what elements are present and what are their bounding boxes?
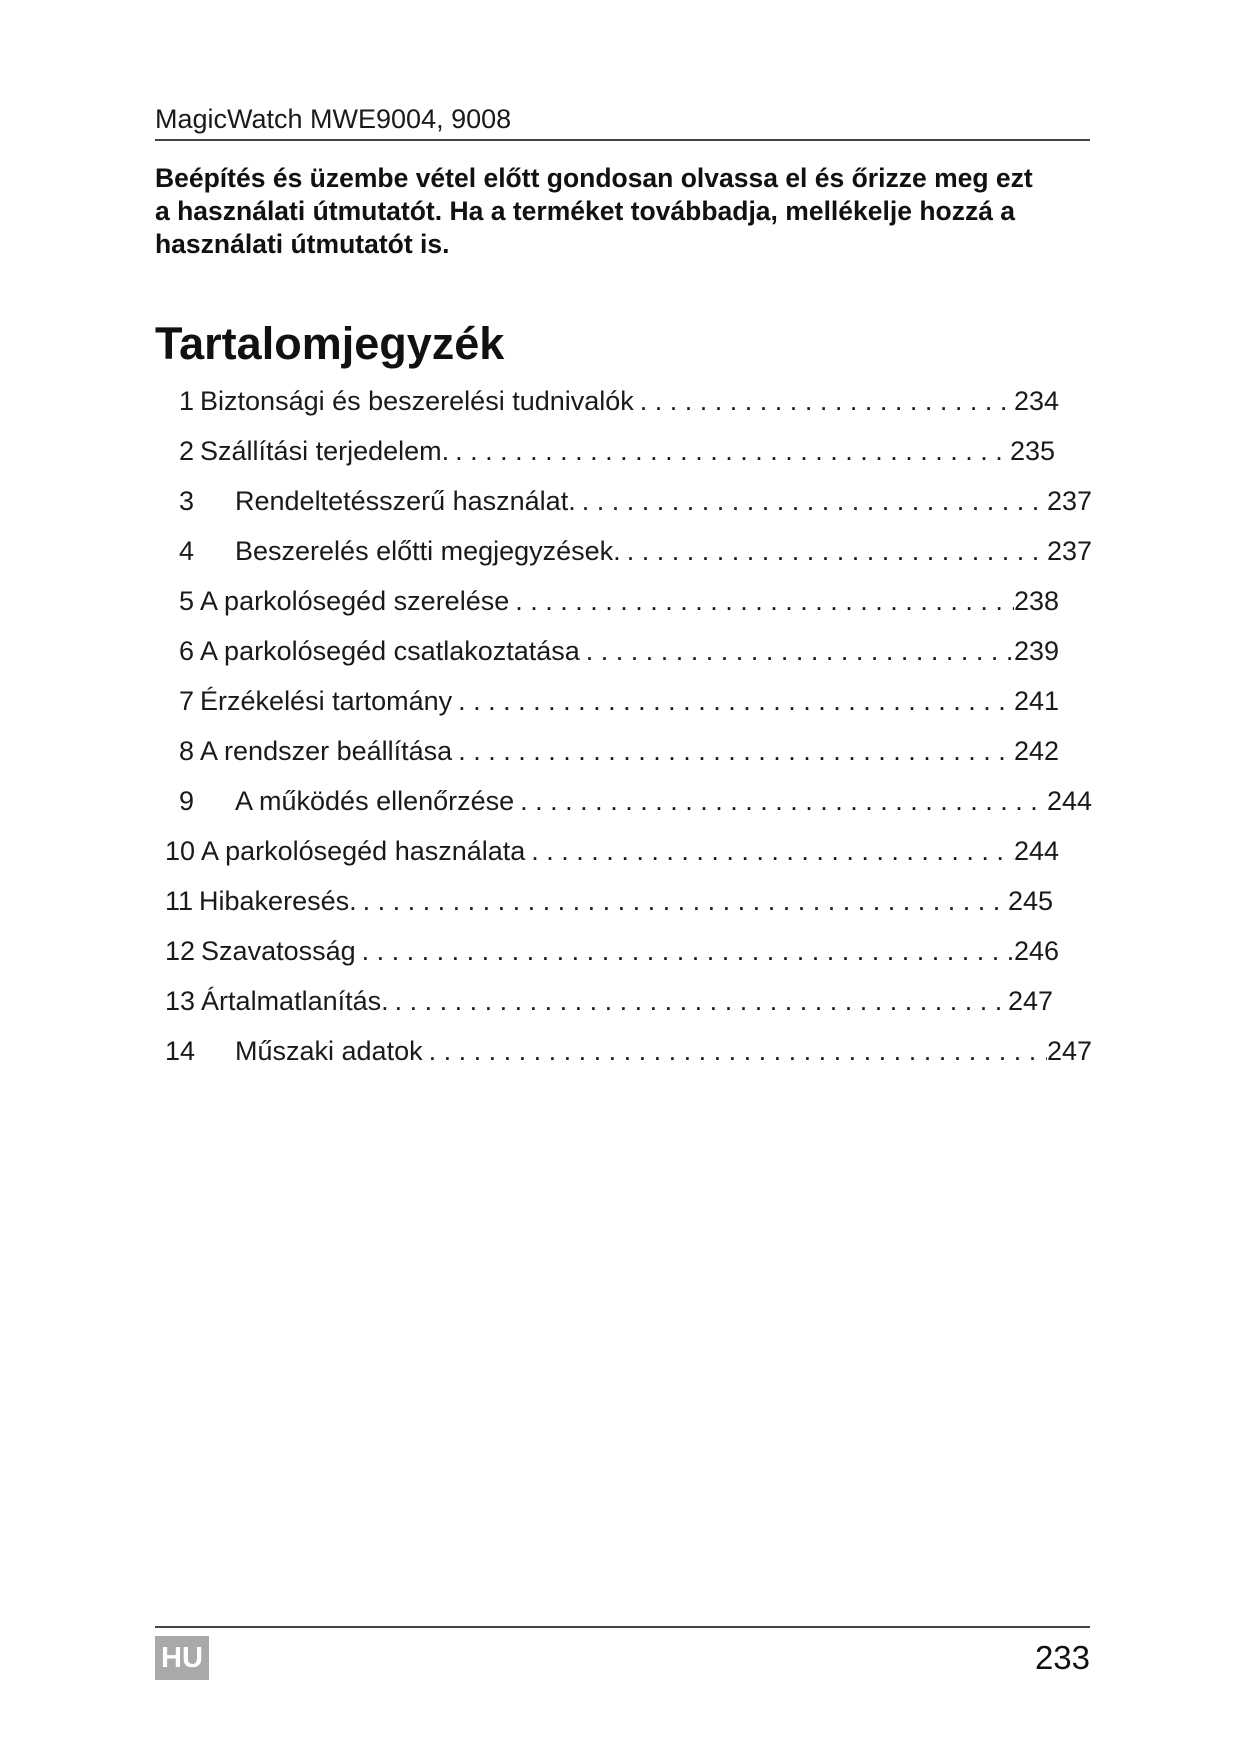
toc-entry-label: A parkolósegéd szerelése xyxy=(200,586,510,616)
toc-entry-number: 6 xyxy=(179,636,195,666)
toc-entry-label: Rendeltetésszerű használat. xyxy=(235,486,576,516)
toc-entry-label: Hibakeresés. xyxy=(199,886,357,916)
toc-entry-page: 242 xyxy=(1013,736,1059,766)
toc-entry-page: 244 xyxy=(1046,786,1092,816)
toc-entry-number: 3 xyxy=(179,486,195,516)
toc-entry-label: A parkolósegéd használata xyxy=(201,836,526,866)
toc-entry-label: Biztonsági és beszerelési tudnivalók xyxy=(200,386,634,416)
toc-entry-number: 5 xyxy=(179,586,195,616)
toc-dot-leader xyxy=(389,984,1008,1018)
toc-entry[interactable] xyxy=(179,434,1055,468)
toc-entry-page: 234 xyxy=(1013,386,1059,416)
toc-dot-leader xyxy=(580,634,1014,668)
toc-dot-leader xyxy=(621,534,1047,568)
toc-dot-leader xyxy=(525,834,1014,868)
toc-entry-page: 246 xyxy=(1013,936,1059,966)
toc-title: Tartalomjegyzék xyxy=(155,318,505,369)
toc-entry[interactable] xyxy=(165,884,1053,918)
toc-entry-label: Műszaki adatok xyxy=(235,1036,423,1066)
toc-entry-page: 238 xyxy=(1013,586,1059,616)
toc-entry[interactable] xyxy=(179,584,1059,618)
toc-dot-leader xyxy=(452,684,1014,718)
toc-entry-page: 247 xyxy=(1007,986,1053,1016)
toc-entry-number: 7 xyxy=(179,686,195,716)
toc-entry[interactable] xyxy=(179,684,1059,718)
language-badge: HU xyxy=(155,1636,209,1680)
toc-entry[interactable] xyxy=(179,734,1059,768)
intro-line: Beépítés és üzembe vétel előtt gondosan olvassa el és őrizze meg ezt xyxy=(155,163,1033,193)
toc-dot-leader xyxy=(423,1034,1047,1068)
toc-entry[interactable] xyxy=(179,384,1059,418)
toc-entry-number: 2 xyxy=(179,436,195,466)
toc-entry-number: 10 xyxy=(165,836,196,866)
toc-entry[interactable] xyxy=(179,534,1092,568)
toc-entry-label: Beszerelés előtti megjegyzések. xyxy=(235,536,621,566)
toc-entry-page: 245 xyxy=(1007,886,1053,916)
toc-entry-number: 8 xyxy=(179,736,195,766)
toc-entry-label: Érzékelési tartomány xyxy=(200,686,453,716)
toc-dot-leader xyxy=(509,584,1014,618)
toc-entry-label: A rendszer beállítása xyxy=(200,736,453,766)
toc-entry-label: Szállítási terjedelem. xyxy=(200,436,450,466)
toc-dot-leader xyxy=(357,884,1008,918)
page-number: 233 xyxy=(1034,1639,1090,1676)
toc-entry-number: 1 xyxy=(179,386,195,416)
toc-entry[interactable] xyxy=(165,1034,1092,1068)
toc-entry-number: 13 xyxy=(165,986,196,1016)
toc-entry[interactable] xyxy=(165,934,1059,968)
toc-entry[interactable] xyxy=(179,784,1092,818)
toc-entry-page: 244 xyxy=(1013,836,1059,866)
running-header: MagicWatch MWE9004, 9008 xyxy=(155,104,512,134)
toc-entry-number: 11 xyxy=(165,886,194,916)
toc-dot-leader xyxy=(576,484,1047,518)
toc-entry-page: 237 xyxy=(1046,536,1092,566)
toc-entry-page: 239 xyxy=(1013,636,1059,666)
toc-entry-label: A parkolósegéd csatlakoztatása xyxy=(200,636,580,666)
toc-entry-label: Szavatosság xyxy=(201,936,356,966)
toc-entry-number: 9 xyxy=(179,786,195,816)
toc-entry[interactable] xyxy=(179,634,1059,668)
header-divider xyxy=(155,139,1090,141)
toc-dot-leader xyxy=(514,784,1047,818)
toc-entry[interactable] xyxy=(165,834,1059,868)
toc-dot-leader xyxy=(449,434,1010,468)
toc-entry-number: 4 xyxy=(179,536,195,566)
toc-entry[interactable] xyxy=(165,984,1053,1018)
footer-divider xyxy=(155,1626,1090,1628)
toc-entry-label: A működés ellenőrzése xyxy=(235,786,515,816)
toc-entry-number: 14 xyxy=(165,1036,196,1066)
toc-entry-number: 12 xyxy=(165,936,196,966)
toc-entry-page: 247 xyxy=(1046,1036,1092,1066)
toc-entry[interactable] xyxy=(179,484,1092,518)
toc-dot-leader xyxy=(452,734,1014,768)
intro-line: használati útmutatót is. xyxy=(155,229,450,259)
toc-entry-page: 241 xyxy=(1013,686,1059,716)
toc-dot-leader xyxy=(634,384,1014,418)
toc-entry-page: 237 xyxy=(1046,486,1092,516)
toc-entry-page: 235 xyxy=(1009,436,1055,466)
intro-line: a használati útmutatót. Ha a terméket továbbadja, mellékelje hozzá a xyxy=(155,196,1016,226)
intro-notice xyxy=(155,162,1100,261)
toc-entry-label: Ártalmatlanítás. xyxy=(201,986,389,1016)
toc-dot-leader xyxy=(356,934,1014,968)
